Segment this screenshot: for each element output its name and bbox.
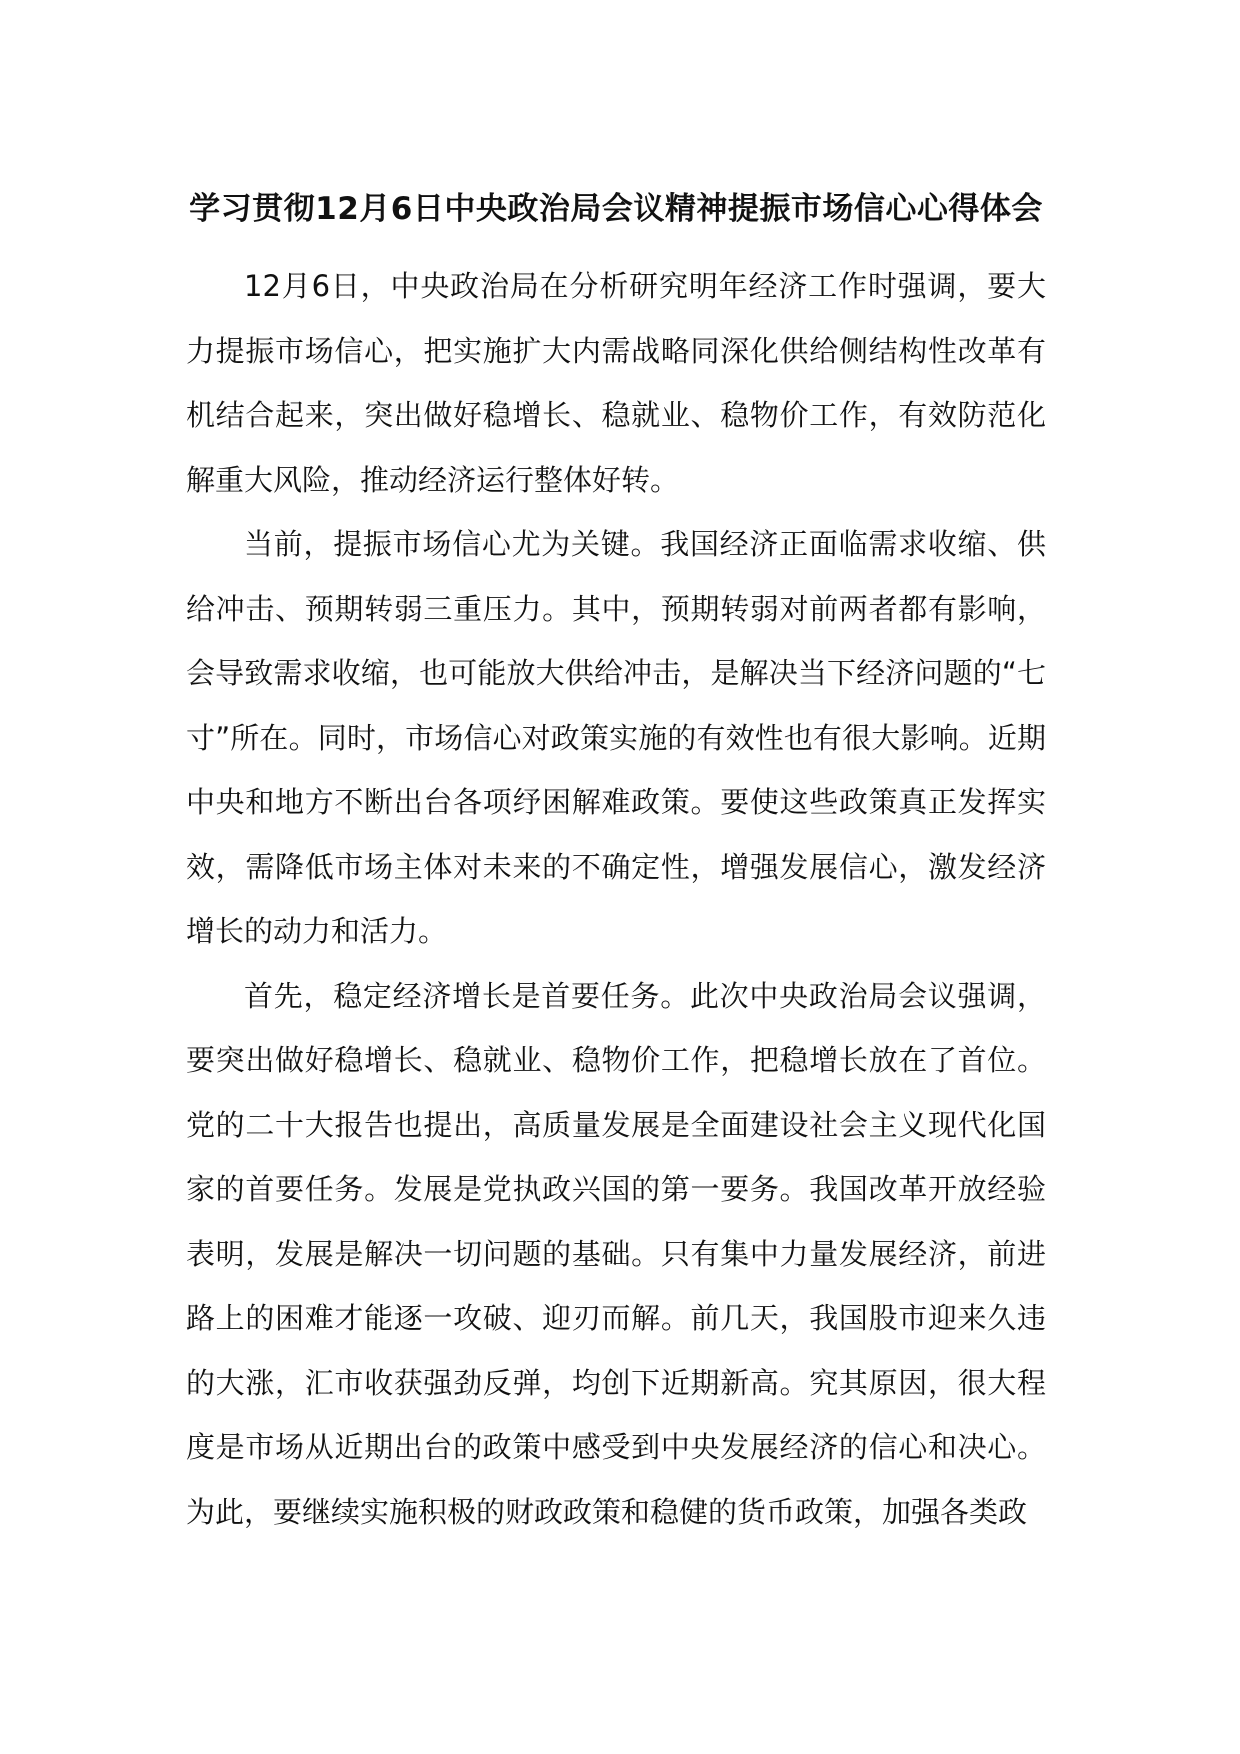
paragraph-3: 首先，稳定经济增长是首要任务。此次中央政治局会议强调，要突出做好稳增长、稳就业、稳物价工作，把稳增长放在了首位。党的二十大报告也提出，高质量发展是全面建设社会主义现代化国家的首要任务。发展是党执政兴国的第一要务。我国改革开放经验表明，发展是解决一切问题的基础。只有集中力量发展经济，前进路上的困难才能逐一攻破、迎刃而解。前几天，我国股市迎来久违的大涨，汇市收获强劲反弹，均创下近期新高。究其原因，很大程度是市场从近期出台的政策中感受到中央发展经济的信心和决心。为此，要继续实施积极的财政政策和稳健的货币政策，加强各类政 — [186, 978, 1046, 1529]
document-body — [186, 254, 1046, 1544]
document-content — [186, 170, 1046, 1544]
paragraph-2: 当前，提振市场信心尤为关键。我国经济正面临需求收缩、供给冲击、预期转弱三重压力。其中，预期转弱对前两者都有影响，会导致需求收缩，也可能放大供给冲击，是解决当下经济问题的“七寸”所在。同时，市场信心对政策实施的有效性也有很大影响。近期中央和地方不断出台各项纾困解难政策。要使这些政策真正发挥实效，需降低市场主体对未来的不确定性，增强发展信心，激发经济增长的动力和活力。 — [186, 527, 1046, 948]
document-title: 学习贯彻12月6日中央政治局会议精神提振市场信心心得体会 — [189, 191, 1043, 227]
paragraph-1: 12月6日，中央政治局在分析研究明年经济工作时强调，要大力提振市场信心，把实施扩大内需战略同深化供给侧结构性改革有机结合起来，突出做好稳增长、稳就业、稳物价工作，有效防范化解重大风险，推动经济运行整体好转。 — [186, 269, 1046, 497]
